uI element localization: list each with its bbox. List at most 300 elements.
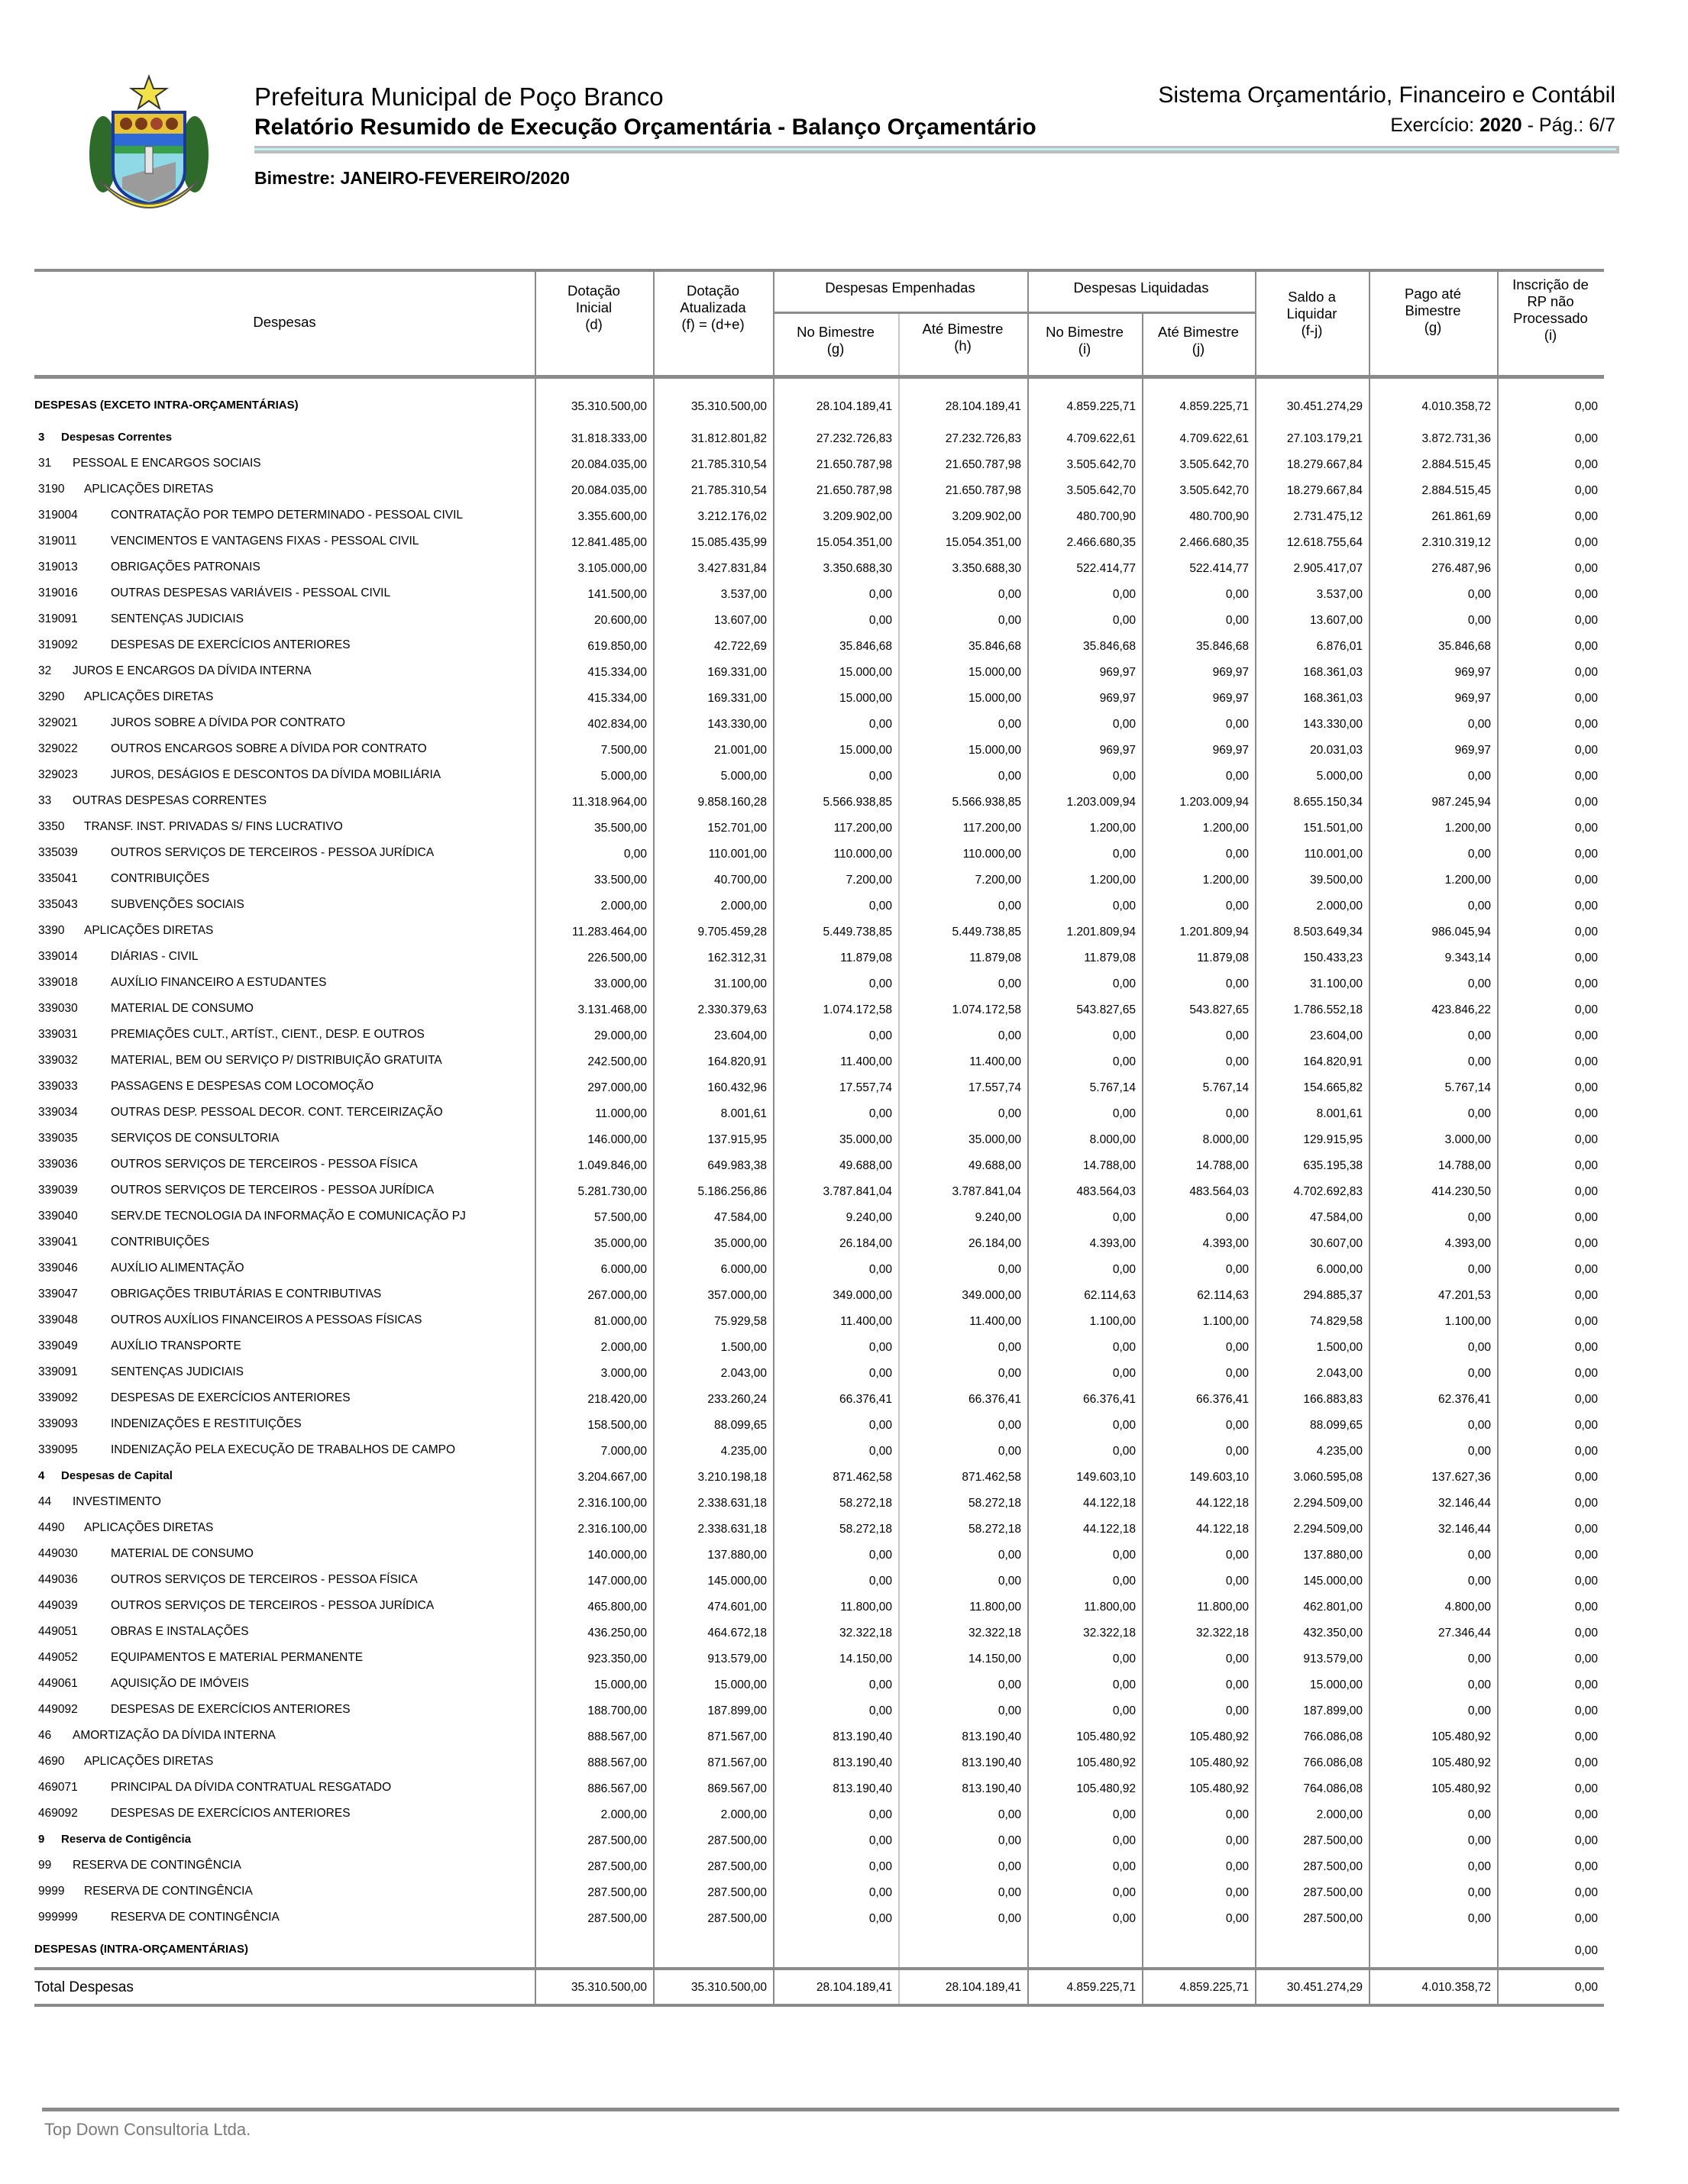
row-value: 0,00	[868, 1341, 892, 1354]
header-divider	[254, 146, 1619, 153]
row-label	[38, 509, 463, 522]
row-value: 32.322,18	[839, 1627, 892, 1640]
row-value: 0,00	[1574, 1808, 1598, 1821]
table-header	[34, 269, 1604, 379]
row-code: 339032	[38, 1054, 78, 1067]
row-code: 3190	[38, 483, 65, 496]
row-description: OUTROS SERVIÇOS DE TERCEIROS - PESSOA JURÍDICA	[111, 1599, 435, 1612]
row-value: 0,00	[1467, 1886, 1491, 1899]
row-value: 0,00	[998, 1860, 1021, 1873]
row-value: 44.122,18	[1196, 1523, 1249, 1536]
row-value: 31.100,00	[714, 977, 767, 990]
row-description: INDENIZAÇÕES E RESTITUIÇÕES	[111, 1417, 302, 1430]
row-value: 474.601,00	[707, 1601, 767, 1614]
row-value: 5.186.256,86	[697, 1185, 767, 1198]
row-value: 1.200,00	[1089, 874, 1136, 887]
row-value: 0,00	[998, 1419, 1021, 1432]
row-value: 0,00	[1467, 1029, 1491, 1042]
row-value: 0,00	[998, 1834, 1021, 1847]
exercise-page-info	[1390, 115, 1615, 137]
row-value: 32.322,18	[1083, 1627, 1136, 1640]
row-code: 339036	[38, 1158, 78, 1171]
row-value: 11.400,00	[969, 1315, 1021, 1328]
row-value: 11.318.964,00	[572, 796, 647, 809]
row-value: 3.355.600,00	[577, 510, 647, 523]
row-description: OUTROS AUXÍLIOS FINANCEIROS A PESSOAS FÍSICAS	[111, 1313, 422, 1326]
row-value: 160.432,96	[707, 1081, 767, 1094]
row-value: 5.767,14	[1202, 1081, 1249, 1094]
row-description: OBRIGAÇÕES TRIBUTÁRIAS E CONTRIBUTIVAS	[111, 1287, 382, 1300]
row-description: OUTRAS DESP. PESSOAL DECOR. CONT. TERCEIRIZAÇÃO	[111, 1106, 443, 1119]
row-value: 2.884.515,45	[1421, 458, 1491, 471]
row-value: 8.001,61	[720, 1107, 767, 1120]
row-value: 11.879,08	[840, 951, 892, 964]
row-value: 0,00	[868, 614, 892, 627]
row-value: 3.212.176,02	[697, 510, 767, 523]
row-value: 0,00	[1574, 874, 1598, 887]
row-label	[38, 1080, 373, 1094]
row-value: 813.190,40	[833, 1756, 892, 1769]
row-value: 0,00	[998, 614, 1021, 627]
row-value: 402.834,00	[587, 718, 647, 731]
row-value: 35.310.500,00	[571, 400, 647, 413]
row-value: 0,00	[1467, 1575, 1491, 1588]
row-value: 14.788,00	[1083, 1159, 1136, 1172]
row-value: 169.331,00	[707, 692, 767, 705]
row-label	[38, 586, 390, 600]
row-code: 319092	[38, 638, 78, 651]
row-value: 432.350,00	[1303, 1627, 1363, 1640]
row-label	[38, 1573, 418, 1587]
row-value: 0,00	[1112, 1678, 1136, 1691]
total-value: 28.104.189,41	[816, 1981, 892, 1994]
row-value: 969,97	[1212, 692, 1249, 705]
row-value: 0,00	[868, 1029, 892, 1042]
row-value: 2.905.417,07	[1293, 562, 1363, 575]
row-value: 11.283.464,00	[572, 926, 647, 939]
row-value: 20.031,03	[1310, 744, 1363, 757]
row-code: 469071	[38, 1781, 78, 1794]
row-value: 105.480,92	[1189, 1756, 1249, 1769]
row-value: 423.846,22	[1431, 1003, 1491, 1016]
col-liq-ate-bimestre: Até Bimestre (j)	[1158, 324, 1239, 357]
row-code: 339035	[38, 1132, 78, 1145]
col-despesas: Despesas	[253, 314, 316, 330]
row-value: 35.000,00	[714, 1237, 767, 1250]
row-value: 47.201,53	[1438, 1289, 1491, 1302]
row-value: 4.393,00	[1444, 1237, 1491, 1250]
row-code: 339018	[38, 976, 78, 989]
row-value: 2.466.680,35	[1066, 536, 1136, 549]
row-value: 13.607,00	[1310, 614, 1363, 627]
row-value: 11.879,08	[1197, 951, 1249, 964]
col-inscricao-rp: Inscrição de RP não Processado (i)	[1512, 276, 1589, 343]
row-label	[38, 898, 244, 912]
row-value: 88.099,65	[1310, 1419, 1363, 1432]
row-value: 44.122,18	[1196, 1497, 1249, 1510]
row-description: JUROS E ENCARGOS DA DÍVIDA INTERNA	[73, 664, 312, 677]
row-code: 339092	[38, 1391, 78, 1404]
row-value: 294.885,37	[1303, 1289, 1363, 1302]
row-value: 0,00	[1574, 1497, 1598, 1510]
row-value: 349.000,00	[962, 1289, 1021, 1302]
row-value: 149.603,10	[1076, 1471, 1136, 1484]
row-value: 2.000,00	[720, 900, 767, 913]
row-value: 143.330,00	[707, 718, 767, 731]
row-value: 44.122,18	[1083, 1497, 1136, 1510]
row-value: 766.086,08	[1303, 1756, 1363, 1769]
row-label	[38, 1210, 466, 1223]
row-value: 3.210.198,18	[697, 1471, 767, 1484]
row-value: 62.114,63	[1197, 1289, 1249, 1302]
row-value: 0,00	[1574, 1055, 1598, 1068]
row-value: 0,00	[1112, 1834, 1136, 1847]
row-value: 0,00	[1467, 1704, 1491, 1717]
row-value: 0,00	[1467, 1341, 1491, 1354]
row-description: AUXÍLIO FINANCEIRO A ESTUDANTES	[111, 976, 327, 989]
row-description: OUTROS SERVIÇOS DE TERCEIROS - PESSOA JURÍDICA	[111, 1184, 435, 1197]
row-description: AQUISIÇÃO DE IMÓVEIS	[111, 1677, 249, 1690]
row-description: MATERIAL DE CONSUMO	[111, 1547, 254, 1560]
row-value: 31.812.801,82	[690, 432, 767, 445]
row-value: 1.100,00	[1202, 1315, 1249, 1328]
row-code: 4690	[38, 1755, 65, 1768]
row-value: 5.566.938,85	[952, 796, 1021, 809]
row-value: 0,00	[1112, 1549, 1136, 1562]
row-value: 0,00	[1574, 1653, 1598, 1665]
row-value: 164.820,91	[1303, 1055, 1363, 1068]
row-value: 462.801,00	[1303, 1601, 1363, 1614]
row-value: 0,00	[998, 1886, 1021, 1899]
row-code: 339093	[38, 1417, 78, 1430]
row-description: RESERVA DE CONTINGÊNCIA	[73, 1859, 241, 1872]
row-value: 12.618.755,64	[1286, 536, 1363, 549]
row-value: 21.785.310,54	[690, 458, 767, 471]
col-group-liquidadas: Despesas Liquidadas	[1073, 279, 1209, 296]
row-value: 242.500,00	[587, 1055, 647, 1068]
row-label	[34, 399, 299, 412]
row-value: 15.000,00	[968, 666, 1021, 679]
row-value: 0,00	[1225, 1055, 1249, 1068]
row-value: 0,00	[1467, 1107, 1491, 1120]
row-label	[38, 1002, 254, 1016]
row-value: 0,00	[1112, 1912, 1136, 1925]
row-value: 49.688,00	[968, 1159, 1021, 1172]
row-value: 483.564,03	[1076, 1185, 1136, 1198]
row-value: 0,00	[1467, 1211, 1491, 1224]
row-value: 75.929,58	[714, 1315, 767, 1328]
row-code: 339014	[38, 950, 78, 963]
row-value: 17.557,74	[839, 1081, 892, 1094]
row-value: 0,00	[998, 1029, 1021, 1042]
row-value: 969,97	[1454, 744, 1491, 757]
row-description: PASSAGENS E DESPESAS COM LOCOMOÇÃO	[111, 1080, 374, 1093]
row-value: 0,00	[1467, 900, 1491, 913]
row-value: 66.376,41	[1196, 1393, 1249, 1406]
row-value: 3.000,00	[1444, 1133, 1491, 1146]
row-value: 0,00	[1112, 1341, 1136, 1354]
row-value: 11.800,00	[1197, 1601, 1249, 1614]
row-code: 339030	[38, 1002, 78, 1015]
row-value: 766.086,08	[1303, 1730, 1363, 1743]
row-value: 0,00	[868, 1678, 892, 1691]
row-value: 4.393,00	[1202, 1237, 1249, 1250]
row-description: CONTRATAÇÃO POR TEMPO DETERMINADO - PESSOAL CIVIL	[111, 509, 464, 522]
row-value: 168.361,03	[1303, 666, 1363, 679]
row-value: 0,00	[1574, 1367, 1598, 1380]
row-value: 145.000,00	[1303, 1575, 1363, 1588]
row-value: 0,00	[1574, 1081, 1598, 1094]
row-value: 0,00	[1467, 1808, 1491, 1821]
row-value: 0,00	[1574, 1211, 1598, 1224]
row-value: 0,00	[1574, 1860, 1598, 1873]
row-value: 287.500,00	[1303, 1860, 1363, 1873]
row-value: 187.899,00	[707, 1704, 767, 1717]
row-value: 149.603,10	[1189, 1471, 1249, 1484]
row-value: 0,00	[1112, 1055, 1136, 1068]
row-value: 0,00	[1225, 614, 1249, 627]
row-value: 287.500,00	[707, 1912, 767, 1925]
row-value: 436.250,00	[587, 1627, 647, 1640]
row-description: CONTRIBUIÇÕES	[111, 1236, 210, 1249]
row-code: 319013	[38, 561, 78, 573]
total-value: 30.451.274,29	[1286, 1981, 1363, 1994]
row-value: 522.414,77	[1076, 562, 1136, 575]
row-value: 0,00	[1574, 640, 1598, 653]
row-value: 0,00	[998, 1704, 1021, 1717]
row-description: APLICAÇÕES DIRETAS	[84, 483, 214, 496]
row-label	[38, 1417, 302, 1431]
row-value: 357.000,00	[707, 1289, 767, 1302]
row-value: 969,97	[1454, 666, 1491, 679]
row-value: 986.045,94	[1431, 926, 1491, 939]
row-value: 522.414,77	[1189, 562, 1249, 575]
row-value: 0,00	[1574, 1471, 1598, 1484]
row-value: 3.000,00	[600, 1367, 647, 1380]
row-value: 0,00	[1574, 458, 1598, 471]
row-value: 813.190,40	[833, 1782, 892, 1795]
row-value: 62.114,63	[1084, 1289, 1136, 1302]
row-value: 35.846,68	[1083, 640, 1136, 653]
row-description: AMORTIZAÇÃO DA DÍVIDA INTERNA	[73, 1729, 276, 1742]
row-value: 3.787.841,04	[952, 1185, 1021, 1198]
row-value: 813.190,40	[962, 1782, 1021, 1795]
row-value: 137.915,95	[707, 1133, 767, 1146]
row-value: 8.503.649,34	[1293, 926, 1363, 939]
row-value: 0,00	[1574, 718, 1598, 731]
row-value: 287.500,00	[707, 1860, 767, 1873]
row-value: 0,00	[1112, 977, 1136, 990]
row-description: RESERVA DE CONTINGÊNCIA	[84, 1885, 253, 1898]
report-title: Relatório Resumido de Execução Orçamentária - Balanço Orçamentário	[254, 115, 1036, 140]
exercise-label: Exercício:	[1390, 115, 1475, 136]
row-value: 1.100,00	[1089, 1315, 1136, 1328]
row-value: 0,00	[1467, 1055, 1491, 1068]
row-label	[38, 1677, 249, 1691]
row-value: 969,97	[1454, 692, 1491, 705]
row-description: MATERIAL, BEM OU SERVIÇO P/ DISTRIBUIÇÃO GRATUITA	[111, 1054, 442, 1067]
row-code: 339048	[38, 1313, 78, 1326]
row-value: 2.338.631,18	[697, 1523, 767, 1536]
row-description: PESSOAL E ENCARGOS SOCIAIS	[73, 457, 261, 470]
row-value: 0,00	[1574, 1730, 1598, 1743]
row-code: 32	[38, 664, 52, 677]
row-value: 287.500,00	[587, 1834, 647, 1847]
row-label	[38, 1859, 241, 1872]
row-value: 11.800,00	[840, 1601, 892, 1614]
row-description: INVESTIMENTO	[73, 1495, 161, 1508]
row-value: 287.500,00	[587, 1860, 647, 1873]
row-value: 6.000,00	[600, 1263, 647, 1276]
col-pago-ate-bimestre: Pago até Bimestre (g)	[1404, 286, 1462, 335]
row-value: 287.500,00	[587, 1912, 647, 1925]
row-value: 2.043,00	[720, 1367, 767, 1380]
row-value: 58.272,18	[968, 1497, 1021, 1510]
col-dotacao-inicial: Dotação Inicial (d)	[568, 283, 620, 332]
total-value: 4.010.358,72	[1421, 1981, 1491, 1994]
row-description: VENCIMENTOS E VANTAGENS FIXAS - PESSOAL CIVIL	[111, 535, 419, 548]
row-value: 0,00	[1225, 1704, 1249, 1717]
row-value: 1.200,00	[1202, 874, 1249, 887]
row-label	[38, 1599, 434, 1613]
row-value: 0,00	[868, 1419, 892, 1432]
row-value: 35.000,00	[968, 1133, 1021, 1146]
row-code: 9	[38, 1833, 45, 1846]
row-description: TRANSF. INST. PRIVADAS S/ FINS LUCRATIVO	[84, 820, 343, 833]
row-value: 287.500,00	[1303, 1886, 1363, 1899]
row-label	[38, 1365, 244, 1379]
row-value: 2.310.319,12	[1421, 536, 1491, 549]
row-label	[38, 1521, 213, 1535]
row-value: 3.427.831,84	[697, 562, 767, 575]
row-code: 329023	[38, 768, 78, 781]
row-value: 35.846,68	[839, 640, 892, 653]
row-value: 7.000,00	[600, 1445, 647, 1458]
row-value: 0,00	[1225, 1886, 1249, 1899]
row-value: 32.146,44	[1438, 1497, 1491, 1510]
row-value: 4.859.225,71	[1179, 400, 1249, 413]
row-value: 969,97	[1212, 666, 1249, 679]
row-value: 0,00	[868, 1575, 892, 1588]
row-description: OUTRAS DESPESAS CORRENTES	[73, 794, 267, 807]
row-value: 0,00	[1467, 1678, 1491, 1691]
row-value: 297.000,00	[587, 1081, 647, 1094]
row-value: 0,00	[998, 900, 1021, 913]
row-code: 999999	[38, 1911, 78, 1924]
row-value: 0,00	[1574, 1185, 1598, 1198]
row-label	[38, 924, 213, 938]
row-value: 27.103.179,21	[1286, 432, 1363, 445]
row-value: 15.000,00	[839, 692, 892, 705]
row-value: 871.462,58	[833, 1471, 892, 1484]
row-value: 4.010.358,72	[1421, 400, 1491, 413]
row-description: OUTROS SERVIÇOS DE TERCEIROS - PESSOA FÍSICA	[111, 1573, 418, 1586]
row-value: 1.074.172,58	[952, 1003, 1021, 1016]
row-value: 2.000,00	[600, 1341, 647, 1354]
row-value: 4.800,00	[1444, 1601, 1491, 1614]
row-value: 226.500,00	[587, 951, 647, 964]
row-value: 3.350.688,30	[823, 562, 892, 575]
row-code: 469092	[38, 1807, 78, 1820]
row-value: 0,00	[1574, 770, 1598, 783]
row-value: 0,00	[998, 770, 1021, 783]
row-value: 2.000,00	[600, 900, 647, 913]
row-value: 3.204.667,00	[577, 1471, 647, 1484]
row-label	[38, 1443, 455, 1457]
row-value: 0,00	[1574, 1886, 1598, 1899]
row-value: 105.480,92	[1189, 1730, 1249, 1743]
row-value: 166.883,83	[1303, 1393, 1363, 1406]
row-value: 0,00	[1574, 614, 1598, 627]
row-value: 0,00	[1574, 1834, 1598, 1847]
row-value: 3.537,00	[720, 588, 767, 601]
total-label: Total Despesas	[34, 1979, 134, 1995]
row-value: 15.000,00	[968, 692, 1021, 705]
row-label	[34, 1943, 248, 1956]
row-value: 0,00	[1574, 1237, 1598, 1250]
row-code: 4490	[38, 1521, 65, 1534]
row-value: 11.879,08	[969, 951, 1021, 964]
row-value: 0,00	[868, 1367, 892, 1380]
row-value: 11.800,00	[1084, 1601, 1136, 1614]
row-value: 0,00	[1225, 1834, 1249, 1847]
row-code: 339091	[38, 1365, 78, 1378]
row-value: 15.054.351,00	[816, 536, 892, 549]
row-label	[38, 1833, 191, 1846]
row-value: 18.279.667,84	[1286, 458, 1363, 471]
row-value: 66.376,41	[839, 1393, 892, 1406]
row-code: 319091	[38, 612, 78, 625]
row-value: 0,00	[1574, 1627, 1598, 1640]
row-code: 339033	[38, 1080, 78, 1093]
row-value: 0,00	[1467, 848, 1491, 861]
row-value: 30.607,00	[1310, 1237, 1363, 1250]
row-value: 287.500,00	[587, 1886, 647, 1899]
row-value: 9.343,14	[1444, 951, 1491, 964]
row-description: OUTROS SERVIÇOS DE TERCEIROS - PESSOA JURÍDICA	[111, 846, 435, 859]
row-value: 145.000,00	[707, 1575, 767, 1588]
row-value: 0,00	[1574, 796, 1598, 809]
row-value: 0,00	[1467, 1445, 1491, 1458]
total-value: 28.104.189,41	[945, 1981, 1021, 1994]
column-divider	[1255, 379, 1256, 2007]
row-description: EQUIPAMENTOS E MATERIAL PERMANENTE	[111, 1651, 364, 1664]
row-description: DESPESAS (EXCETO INTRA-ORÇAMENTÁRIAS)	[34, 399, 299, 412]
col-saldo-liquidar: Saldo a Liquidar (f-j)	[1286, 289, 1337, 338]
row-code: 9999	[38, 1885, 65, 1898]
row-value: 9.858.160,28	[697, 796, 767, 809]
row-value: 88.099,65	[714, 1419, 767, 1432]
page-number: - Pág.: 6/7	[1527, 115, 1615, 136]
row-value: 0,00	[868, 1886, 892, 1899]
row-value: 32.322,18	[1196, 1627, 1249, 1640]
row-value: 987.245,94	[1431, 796, 1491, 809]
row-value: 35.846,68	[968, 640, 1021, 653]
row-value: 3.209.902,00	[952, 510, 1021, 523]
row-value: 0,00	[868, 1549, 892, 1562]
row-value: 888.567,00	[587, 1730, 647, 1743]
row-value: 923.350,00	[587, 1653, 647, 1665]
row-value: 0,00	[1225, 1341, 1249, 1354]
row-description: SERVIÇOS DE CONSULTORIA	[111, 1132, 280, 1145]
row-value: 0,00	[998, 1107, 1021, 1120]
row-value: 415.334,00	[587, 692, 647, 705]
row-value: 188.700,00	[587, 1704, 647, 1717]
bimester-label: Bimestre: JANEIRO-FEVEREIRO/2020	[254, 168, 570, 188]
row-value: 0,00	[1112, 848, 1136, 861]
row-value: 349.000,00	[833, 1289, 892, 1302]
row-value: 0,00	[1574, 1704, 1598, 1717]
